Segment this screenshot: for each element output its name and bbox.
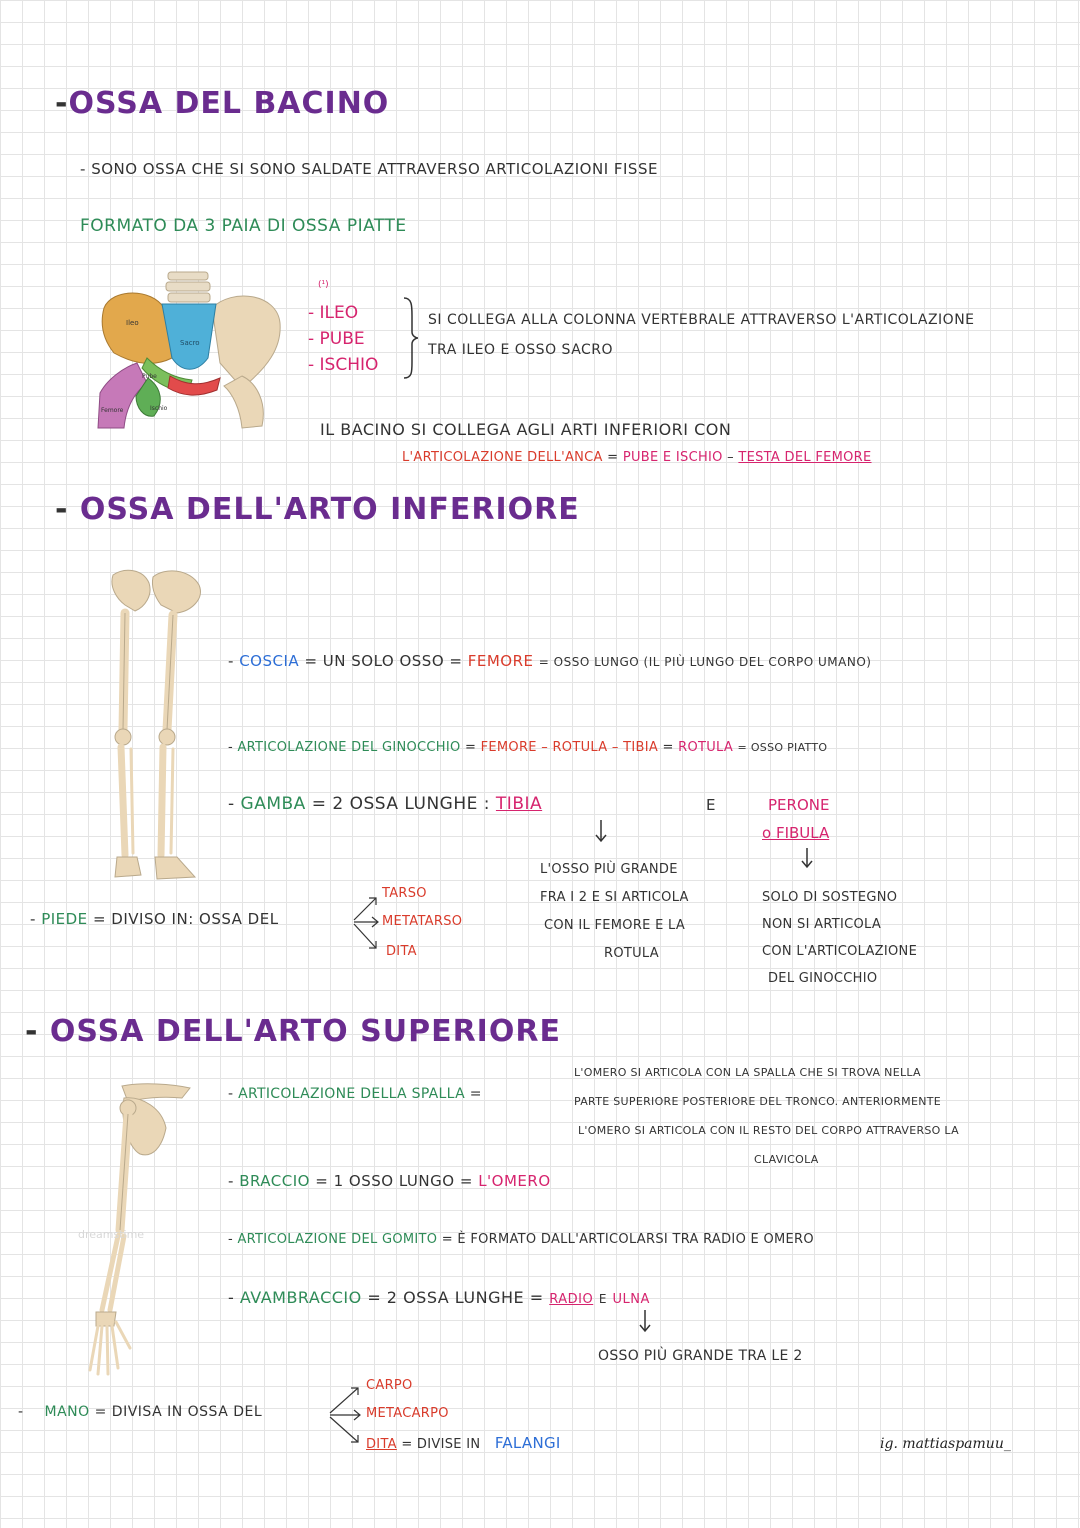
thigh-label: COSCIA <box>239 652 300 670</box>
foot-line: - PIEDE = DIVISO IN: OSSA DEL <box>30 910 279 928</box>
hand-part-metacarpo: METACARPO <box>366 1406 449 1421</box>
fibula-label-2: o FIBULA <box>762 824 830 842</box>
forearm-line: - AVAMBRACCIO = 2 OSSA LUNGHE = RADIO E ULNA <box>228 1288 650 1307</box>
lower-limb-section-title: - OSSA DELL'ARTO INFERIORE <box>55 492 580 527</box>
upper-limb-section-title: - OSSA DELL'ARTO SUPERIORE <box>25 1014 561 1049</box>
shoulder-line: - ARTICOLAZIONE DELLA SPALLA = <box>228 1086 482 1102</box>
hip-joint: L'ARTICOLAZIONE DELL'ANCA <box>402 450 603 465</box>
fibula-arrow <box>800 848 814 870</box>
pelvis-lower-link: IL BACINO SI COLLEGA AGLI ARTI INFERIORI CON <box>320 420 732 439</box>
elbow-label: ARTICOLAZIONE DEL GOMITO <box>237 1232 438 1247</box>
foot-part-tarso: TARSO <box>382 886 427 901</box>
upper-limb-illustration <box>62 1078 192 1378</box>
signature: ig. mattiaspamuu_ <box>880 1436 1011 1452</box>
forearm-label: AVAMBRACCIO <box>239 1288 362 1307</box>
pelvis-title: OSSA DEL BACINO <box>68 86 390 121</box>
elbow-line: - ARTICOLAZIONE DEL GOMITO = È FORMATO DALL'ARTICOLARSI TRA RADIO E OMERO <box>228 1232 814 1247</box>
foot-part-metatarso: METATARSO <box>382 914 463 929</box>
shoulder-note: L'OMERO SI ARTICOLA CON LA SPALLA CHE SI TROVA NELLA PARTE SUPERIORE POSTERIORE DEL TRONCO. ANTERIORMENTE L'OMERO SI ARTICOLA CON IL RESTO DEL CORPO ATTRAVERSO LA CLAVICOLA <box>574 1066 959 1166</box>
pelvis-formed: FORMATO DA 3 PAIA DI OSSA PIATTE <box>80 216 407 236</box>
hand-part-carpo: CARPO <box>366 1378 413 1393</box>
femur: FEMORE <box>467 652 534 670</box>
hip-parts: PUBE E ISCHIO <box>622 450 723 465</box>
humerus: L'OMERO <box>478 1172 551 1190</box>
radius: RADIO <box>549 1292 594 1307</box>
knee-line: - ARTICOLAZIONE DEL GINOCCHIO = FEMORE – ROTULA – TIBIA = ROTULA = OSSO PIATTO <box>228 740 828 755</box>
pelvis-bone-note-mark: (¹) <box>318 280 329 290</box>
leg-label: GAMBA <box>240 794 306 814</box>
pelvis-hip-line: L'ARTICOLAZIONE DELL'ANCA = PUBE E ISCHIO – TESTA DEL FEMORE <box>402 450 872 465</box>
ulna: ULNA <box>612 1292 650 1307</box>
pelvis-label-ileo: Ileo <box>126 319 139 327</box>
tibia: TIBIA <box>495 794 543 814</box>
arm-label: BRACCIO <box>239 1172 310 1190</box>
lower-limb-illustration <box>95 565 225 885</box>
tibia-note: L'OSSO PIÙ GRANDE FRA I 2 E SI ARTICOLA CON IL FEMORE E LA ROTULA <box>540 862 689 961</box>
leg-line: - GAMBA = 2 OSSA LUNGHE : TIBIA <box>228 794 543 814</box>
upper-limb-title: OSSA DELL'ARTO SUPERIORE <box>49 1014 561 1049</box>
pelvis-bone-list: - ILEO - PUBE - ISCHIO <box>308 303 379 375</box>
pelvis-section-title: -OSSA DEL BACINO <box>55 86 390 121</box>
pelvis-label-femore: Femore <box>101 407 124 414</box>
hand-line: - MANO = DIVISA IN OSSA DEL <box>18 1404 263 1420</box>
image-watermark: dreamstime <box>78 1228 145 1241</box>
radius-arrow <box>638 1310 652 1334</box>
radius-note: OSSO PIÙ GRANDE TRA LE 2 <box>598 1348 803 1364</box>
foot-part-dita: DITA <box>386 944 417 959</box>
foot-label: PIEDE <box>41 910 88 928</box>
knee-label: ARTICOLAZIONE DEL GINOCCHIO <box>237 740 461 755</box>
pelvis-label-sacro: Sacro <box>180 339 200 347</box>
pelvis-label-ischio: Ischio <box>150 405 168 412</box>
bone-list-brace <box>400 296 420 380</box>
fibula-label-1: PERONE <box>768 796 830 814</box>
hand-part-dita: DITA <box>366 1437 397 1452</box>
pelvis-illustration <box>92 268 292 433</box>
tibia-arrow <box>594 820 608 844</box>
patella: ROTULA <box>678 740 734 755</box>
bone-ischio: ISCHIO <box>319 355 379 375</box>
lower-limb-title: OSSA DELL'ARTO INFERIORE <box>79 492 580 527</box>
hand-arrows <box>328 1380 364 1450</box>
femur-head: TESTA DEL FEMORE <box>738 450 872 465</box>
bone-ileo: ILEO <box>319 303 359 323</box>
knee-chain: FEMORE – ROTULA – TIBIA <box>480 740 659 755</box>
phalanges: FALANGI <box>494 1434 561 1452</box>
pelvis-connection-line2: TRA ILEO E OSSO SACRO <box>428 342 614 358</box>
fingers-line: DITA = DIVISE IN FALANGI <box>366 1434 561 1452</box>
pelvis-intro: - SONO OSSA CHE SI SONO SALDATE ATTRAVERSO ARTICOLAZIONI FISSE <box>80 160 658 178</box>
bone-pube: PUBE <box>319 329 365 349</box>
hand-label: MANO <box>44 1404 90 1420</box>
pelvis-label-pube: Pube <box>142 373 157 380</box>
arm-line: - BRACCIO = 1 OSSO LUNGO = L'OMERO <box>228 1172 551 1190</box>
pelvis-connection-line1: SI COLLEGA ALLA COLONNA VERTEBRALE ATTRAVERSO L'ARTICOLAZIONE <box>428 312 975 328</box>
thigh-line: - COSCIA = UN SOLO OSSO = FEMORE = OSSO LUNGO (IL PIÙ LUNGO DEL CORPO UMANO) <box>228 652 872 670</box>
shoulder-label: ARTICOLAZIONE DELLA SPALLA <box>238 1086 465 1102</box>
fibula-note: SOLO DI SOSTEGNO NON SI ARTICOLA CON L'ARTICOLAZIONE DEL GINOCCHIO <box>762 890 918 986</box>
leg-and: E <box>706 796 716 814</box>
foot-arrows <box>352 890 382 956</box>
